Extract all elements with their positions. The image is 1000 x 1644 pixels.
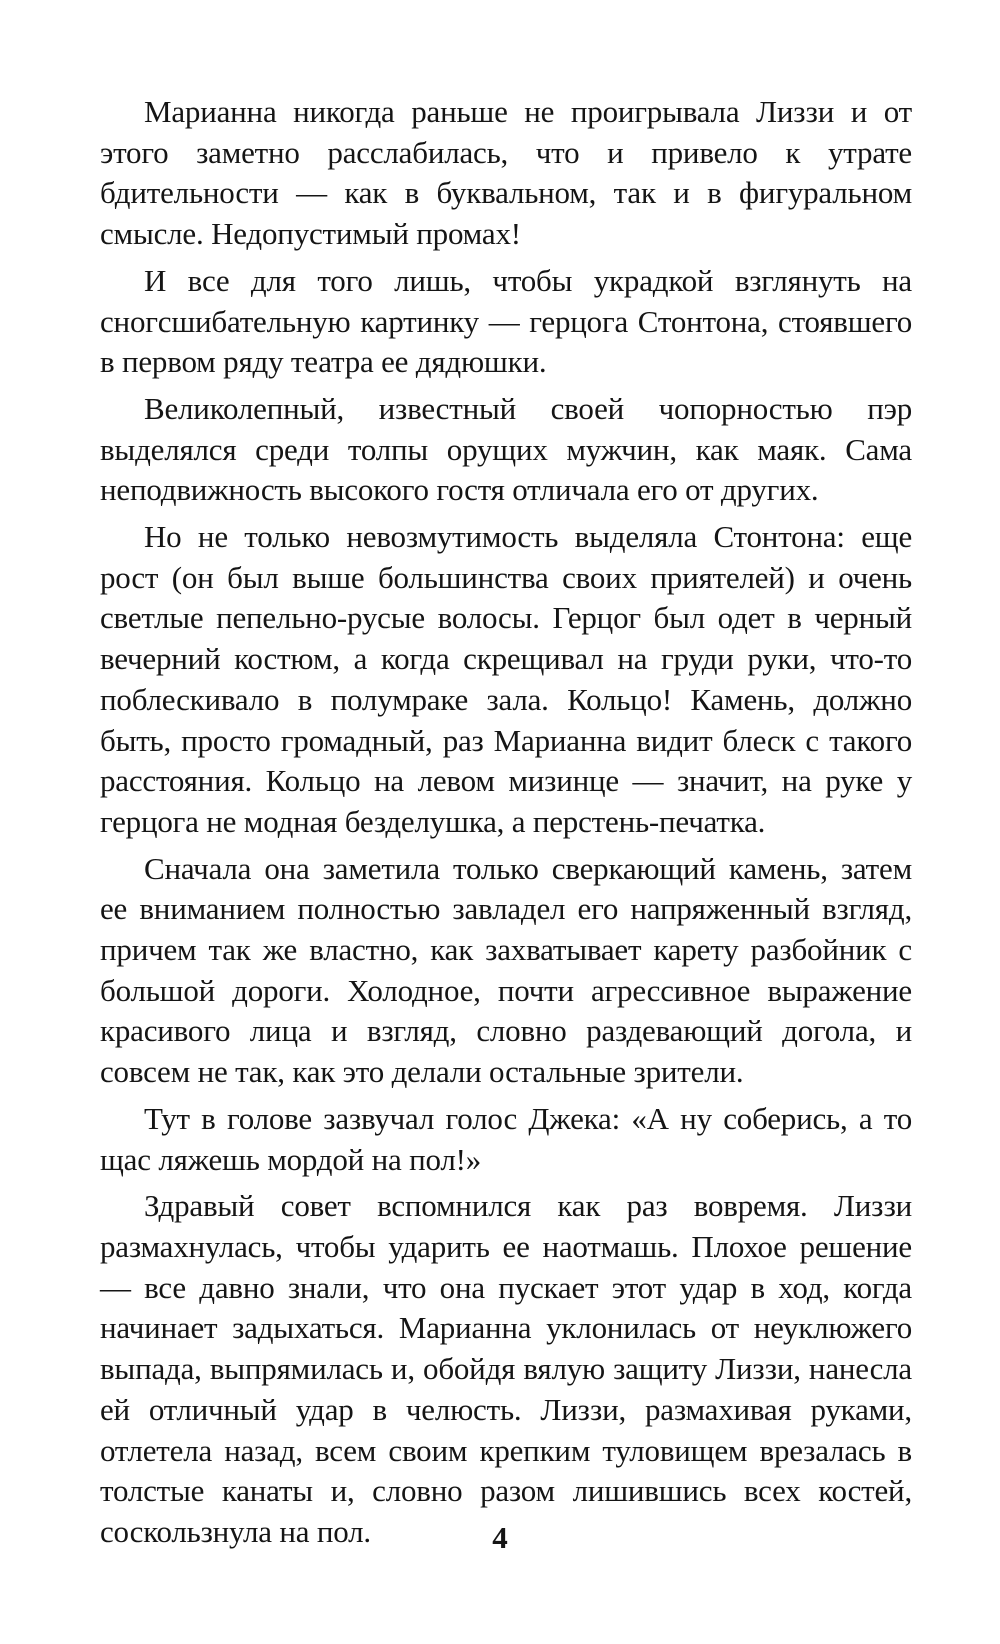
book-page-text xyxy=(100,92,912,1553)
paragraph-7: Здравый совет вспомнился как раз вовремя. Лиззи размахнулась, чтобы ударить ее наотмашь. Плохое решение — все давно знали, что она пускает этот удар в ход, когда начинает задыхаться. Марианна уклонилась от неуклюжего выпада, выпрямилась и, обойдя вялую защиту Лиззи, нанесла ей отличный удар в челюсть. Лиззи, размахивая руками, отлетела назад, всем своим крепким туловищем врезалась в толстые канаты и, словно разом лишившись всех костей, соскользнула на пол. xyxy=(100,1188,912,1549)
paragraph-4: Но не только невозмутимость выделяла Стонтона: еще рост (он был выше большинства своих приятелей) и очень светлые пепельно-русые волосы. Герцог был одет в черный вечерний костюм, а когда скрещивал на груди руки, что-то поблескивало в полумраке зала. Кольцо! Камень, должно быть, просто громадный, раз Марианна видит блеск с такого расстояния. Кольцо на левом мизинце — значит, на руке у герцога не модная безделушка, а перстень-печатка. xyxy=(100,519,912,839)
paragraph-6: Тут в голове зазвучал голос Джека: «А ну соберись, а то щас ляжешь мордой на пол!» xyxy=(100,1100,912,1177)
paragraph-3: Великолепный, известный своей чопорностью пэр выделялся среди толпы орущих мужчин, как маяк. Сама неподвижность высокого гостя отличала его от других. xyxy=(100,390,912,508)
paragraph-5: Сначала она заметила только сверкающий камень, затем ее вниманием полностью завладел его напряженный взгляд, причем так же властно, как захватывает карету разбойник с большой дороги. Холодное, почти агрессивное выражение красивого лица и взгляд, словно раздевающий догола, и совсем не так, как это делали остальные зрители. xyxy=(100,850,912,1090)
paragraph-2: И все для того лишь, чтобы украдкой взглянуть на сногсшибательную картинку — герцога Стонтона, стоявшего в первом ряду театра ее дядюшки. xyxy=(100,262,912,380)
paragraph-1: Марианна никогда раньше не проигрывала Лиззи и от этого заметно расслабилась, что и привело к утрате бдительности — как в буквальном, так и в фигуральном смысле. Недопустимый промах! xyxy=(100,94,912,252)
page-number: 4 xyxy=(492,1520,508,1555)
